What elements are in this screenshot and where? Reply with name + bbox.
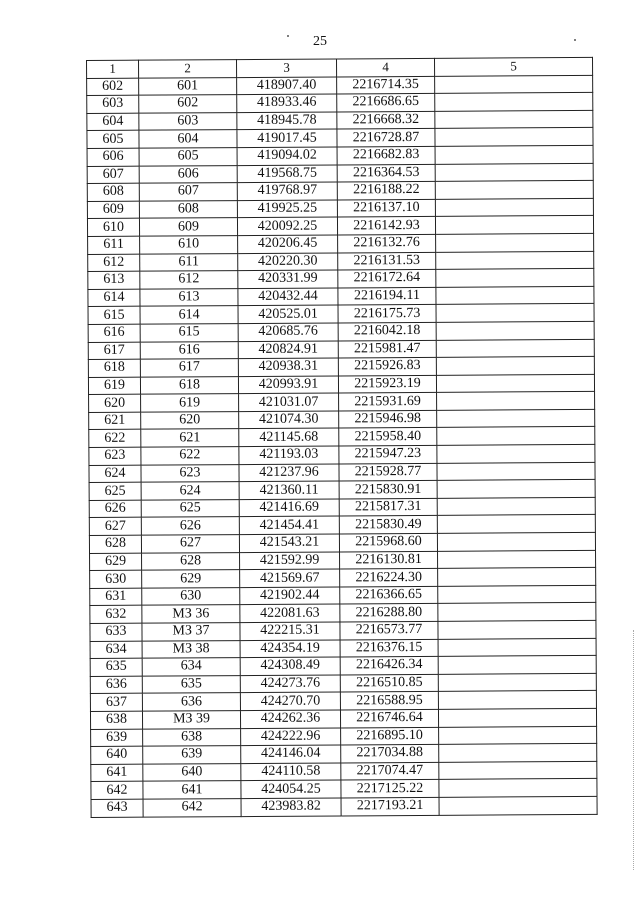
y-coordinate-cell: 2216224.30 (340, 569, 438, 587)
y-coordinate-cell: 2216130.81 (340, 551, 438, 569)
note-cell (436, 269, 594, 288)
note-cell (439, 726, 597, 745)
x-coordinate-cell: 420331.99 (238, 270, 338, 288)
previous-point-cell: 635 (142, 675, 240, 693)
x-coordinate-cell: 424054.25 (241, 780, 341, 798)
note-cell (436, 304, 594, 323)
point-number-cell: 635 (90, 658, 142, 676)
y-coordinate-cell: 2216573.77 (340, 621, 438, 639)
y-coordinate-cell: 2216714.35 (337, 76, 435, 94)
point-number-cell: 621 (89, 412, 141, 430)
previous-point-cell: 602 (139, 95, 237, 113)
x-coordinate-cell: 421902.44 (240, 587, 340, 605)
note-cell (438, 656, 596, 675)
note-cell (437, 392, 595, 411)
note-cell (436, 233, 594, 252)
table-row (91, 796, 597, 817)
y-coordinate-cell: 2217125.22 (341, 780, 439, 798)
point-number-cell: 618 (88, 359, 140, 377)
note-cell (437, 409, 595, 428)
y-coordinate-cell: 2216895.10 (341, 727, 439, 745)
previous-point-cell: 603 (139, 112, 237, 130)
y-coordinate-cell: 2215946.98 (339, 410, 437, 428)
y-coordinate-cell: 2216376.15 (340, 639, 438, 657)
point-number-cell: 607 (87, 166, 139, 184)
x-coordinate-cell: 421237.96 (239, 464, 339, 482)
x-coordinate-cell: 421074.30 (239, 411, 339, 429)
point-number-cell: 629 (90, 553, 142, 571)
y-coordinate-cell: 2216682.83 (337, 146, 435, 164)
previous-point-cell: 640 (143, 763, 241, 781)
column-header: 3 (237, 59, 337, 77)
previous-point-cell: 613 (140, 288, 238, 306)
y-coordinate-cell: 2216510.85 (340, 674, 438, 692)
point-number-cell: 616 (88, 324, 140, 342)
previous-point-cell: МЗ 37 (142, 623, 240, 641)
x-coordinate-cell: 418933.46 (237, 94, 337, 112)
previous-point-cell: 617 (140, 359, 238, 377)
x-coordinate-cell: 418945.78 (237, 112, 337, 130)
point-number-cell: 612 (88, 254, 140, 272)
previous-point-cell: МЗ 39 (142, 711, 240, 729)
note-cell (435, 181, 593, 200)
note-cell (437, 532, 595, 551)
x-coordinate-cell: 424308.49 (240, 657, 340, 675)
point-number-cell: 614 (88, 289, 140, 307)
point-number-cell: 643 (91, 799, 143, 817)
point-number-cell: 627 (89, 518, 141, 536)
note-cell (438, 603, 596, 622)
note-cell (436, 321, 594, 340)
point-number-cell: 641 (91, 764, 143, 782)
note-cell (436, 286, 594, 305)
point-number-cell: 605 (87, 131, 139, 149)
previous-point-cell: 628 (142, 552, 240, 570)
y-coordinate-cell: 2215968.60 (339, 533, 437, 551)
y-coordinate-cell: 2216364.53 (337, 164, 435, 182)
y-coordinate-cell: 2216728.87 (337, 129, 435, 147)
note-cell (436, 251, 594, 270)
previous-point-cell: 621 (141, 429, 239, 447)
x-coordinate-cell: 421145.68 (239, 428, 339, 446)
x-coordinate-cell: 422081.63 (240, 604, 340, 622)
point-number-cell: 611 (88, 236, 140, 254)
point-number-cell: 642 (91, 782, 143, 800)
coordinates-table (86, 57, 598, 818)
point-number-cell: 602 (87, 78, 139, 96)
previous-point-cell: 611 (140, 253, 238, 271)
point-number-cell: 619 (88, 377, 140, 395)
y-coordinate-cell: 2216042.18 (338, 322, 436, 340)
y-coordinate-cell: 2217034.88 (341, 745, 439, 763)
x-coordinate-cell: 419768.97 (237, 182, 337, 200)
y-coordinate-cell: 2216686.65 (337, 94, 435, 112)
previous-point-cell: 641 (143, 781, 241, 799)
previous-point-cell: 629 (142, 570, 240, 588)
point-number-cell: 603 (87, 95, 139, 113)
note-cell (435, 110, 593, 129)
point-number-cell: 623 (89, 447, 141, 465)
y-coordinate-cell: 2216131.53 (338, 252, 436, 270)
note-cell (439, 779, 597, 798)
previous-point-cell: 638 (143, 728, 241, 746)
y-coordinate-cell: 2215830.49 (339, 516, 437, 534)
x-coordinate-cell: 424270.70 (240, 692, 340, 710)
previous-point-cell: 636 (142, 693, 240, 711)
y-coordinate-cell: 2216142.93 (337, 217, 435, 235)
page-number: 25 (313, 34, 327, 49)
note-cell (438, 673, 596, 692)
note-cell (438, 585, 596, 604)
point-number-cell: 610 (87, 219, 139, 237)
x-coordinate-cell: 421193.03 (239, 446, 339, 464)
previous-point-cell: 618 (140, 376, 238, 394)
x-coordinate-cell: 419017.45 (237, 129, 337, 147)
x-coordinate-cell: 421031.07 (239, 393, 339, 411)
note-cell (438, 550, 596, 569)
point-number-cell: 624 (89, 465, 141, 483)
y-coordinate-cell: 2216175.73 (338, 305, 436, 323)
previous-point-cell: 610 (140, 236, 238, 254)
note-cell (437, 515, 595, 534)
x-coordinate-cell: 423983.82 (241, 798, 341, 816)
previous-point-cell: 620 (141, 411, 239, 429)
x-coordinate-cell: 419094.02 (237, 147, 337, 165)
note-cell (436, 356, 594, 375)
x-coordinate-cell: 424110.58 (241, 763, 341, 781)
note-cell (437, 497, 595, 516)
x-coordinate-cell: 420993.91 (238, 376, 338, 394)
previous-point-cell: 625 (141, 499, 239, 517)
scan-speck (287, 35, 289, 37)
x-coordinate-cell: 421416.69 (239, 499, 339, 517)
x-coordinate-cell: 420685.76 (238, 323, 338, 341)
note-cell (437, 427, 595, 446)
note-cell (435, 216, 593, 235)
x-coordinate-cell: 420938.31 (238, 358, 338, 376)
y-coordinate-cell: 2216188.22 (337, 182, 435, 200)
x-coordinate-cell: 420092.25 (237, 217, 337, 235)
table-body (87, 75, 598, 817)
previous-point-cell: 614 (140, 306, 238, 324)
previous-point-cell: 630 (142, 587, 240, 605)
note-cell (435, 75, 593, 94)
x-coordinate-cell: 424354.19 (240, 640, 340, 658)
point-number-cell: 636 (90, 676, 142, 694)
point-number-cell: 639 (91, 729, 143, 747)
previous-point-cell: 639 (143, 746, 241, 764)
previous-point-cell: 619 (141, 394, 239, 412)
note-cell (435, 128, 593, 147)
y-coordinate-cell: 2216746.64 (340, 709, 438, 727)
y-coordinate-cell: 2216132.76 (338, 234, 436, 252)
x-coordinate-cell: 420432.44 (238, 288, 338, 306)
note-cell (435, 198, 593, 217)
y-coordinate-cell: 2216588.95 (340, 692, 438, 710)
column-header: 2 (139, 60, 237, 78)
point-number-cell: 631 (90, 588, 142, 606)
note-cell (437, 444, 595, 463)
point-number-cell: 625 (89, 482, 141, 500)
previous-point-cell: 605 (139, 148, 237, 166)
x-coordinate-cell: 421592.99 (240, 552, 340, 570)
note-cell (435, 93, 593, 112)
point-number-cell: 609 (87, 201, 139, 219)
y-coordinate-cell: 2215830.91 (339, 481, 437, 499)
note-cell (438, 691, 596, 710)
previous-point-cell: 615 (140, 323, 238, 341)
point-number-cell: 628 (89, 535, 141, 553)
note-cell (438, 708, 596, 727)
previous-point-cell: 627 (141, 535, 239, 553)
y-coordinate-cell: 2216194.11 (338, 287, 436, 305)
previous-point-cell: 622 (141, 447, 239, 465)
y-coordinate-cell: 2215928.77 (339, 463, 437, 481)
y-coordinate-cell: 2217193.21 (341, 797, 439, 815)
previous-point-cell: 642 (143, 799, 241, 817)
y-coordinate-cell: 2216288.80 (340, 604, 438, 622)
previous-point-cell: 609 (139, 218, 237, 236)
point-number-cell: 615 (88, 306, 140, 324)
x-coordinate-cell: 421569.67 (240, 569, 340, 587)
previous-point-cell: 634 (142, 658, 240, 676)
x-coordinate-cell: 421543.21 (239, 534, 339, 552)
previous-point-cell: 608 (139, 200, 237, 218)
point-number-cell: 626 (89, 500, 141, 518)
note-cell (439, 761, 597, 780)
point-number-cell: 604 (87, 113, 139, 131)
note-cell (438, 620, 596, 639)
note-cell (439, 744, 597, 763)
point-number-cell: 632 (90, 606, 142, 624)
y-coordinate-cell: 2216137.10 (337, 199, 435, 217)
y-coordinate-cell: 2215947.23 (339, 445, 437, 463)
x-coordinate-cell: 424273.76 (240, 675, 340, 693)
x-coordinate-cell: 418907.40 (237, 77, 337, 95)
point-number-cell: 638 (90, 711, 142, 729)
previous-point-cell: 612 (140, 271, 238, 289)
note-cell (436, 339, 594, 358)
column-header: 5 (434, 57, 592, 76)
x-coordinate-cell: 421360.11 (239, 481, 339, 499)
y-coordinate-cell: 2215981.47 (338, 340, 436, 358)
x-coordinate-cell: 420525.01 (238, 305, 338, 323)
x-coordinate-cell: 419568.75 (237, 165, 337, 183)
x-coordinate-cell: 421454.41 (239, 516, 339, 534)
y-coordinate-cell: 2216426.34 (340, 657, 438, 675)
y-coordinate-cell: 2215926.83 (338, 357, 436, 375)
note-cell (438, 638, 596, 657)
y-coordinate-cell: 2215931.69 (339, 393, 437, 411)
x-coordinate-cell: 424222.96 (241, 728, 341, 746)
point-number-cell: 606 (87, 148, 139, 166)
margin-scan-mark (633, 630, 635, 870)
coordinates-table-wrapper (86, 57, 598, 818)
point-number-cell: 622 (89, 430, 141, 448)
y-coordinate-cell: 2215817.31 (339, 498, 437, 516)
point-number-cell: 608 (87, 183, 139, 201)
point-number-cell: 617 (88, 342, 140, 360)
previous-point-cell: 623 (141, 464, 239, 482)
note-cell (437, 480, 595, 499)
column-header: 1 (87, 60, 139, 78)
point-number-cell: 613 (88, 271, 140, 289)
x-coordinate-cell: 420220.30 (238, 252, 338, 270)
x-coordinate-cell: 420824.91 (238, 340, 338, 358)
point-number-cell: 640 (91, 746, 143, 764)
x-coordinate-cell: 424146.04 (241, 745, 341, 763)
x-coordinate-cell: 422215.31 (240, 622, 340, 640)
note-cell (438, 568, 596, 587)
previous-point-cell: 606 (139, 165, 237, 183)
previous-point-cell: МЗ 36 (142, 605, 240, 623)
note-cell (439, 796, 597, 815)
point-number-cell: 620 (89, 394, 141, 412)
x-coordinate-cell: 420206.45 (238, 235, 338, 253)
previous-point-cell: 601 (139, 77, 237, 95)
note-cell (435, 163, 593, 182)
point-number-cell: 637 (90, 694, 142, 712)
note-cell (436, 374, 594, 393)
previous-point-cell: 604 (139, 130, 237, 148)
column-header: 4 (336, 58, 434, 76)
previous-point-cell: 616 (140, 341, 238, 359)
previous-point-cell: 607 (139, 183, 237, 201)
point-number-cell: 634 (90, 641, 142, 659)
point-number-cell: 630 (90, 570, 142, 588)
y-coordinate-cell: 2216668.32 (337, 111, 435, 129)
previous-point-cell: МЗ 38 (142, 640, 240, 658)
y-coordinate-cell: 2216366.65 (340, 586, 438, 604)
previous-point-cell: 626 (141, 517, 239, 535)
point-number-cell: 633 (90, 623, 142, 641)
note-cell (437, 462, 595, 481)
y-coordinate-cell: 2215958.40 (339, 428, 437, 446)
x-coordinate-cell: 419925.25 (237, 200, 337, 218)
note-cell (435, 145, 593, 164)
x-coordinate-cell: 424262.36 (240, 710, 340, 728)
scan-speck (574, 39, 576, 41)
y-coordinate-cell: 2216172.64 (338, 269, 436, 287)
y-coordinate-cell: 2215923.19 (338, 375, 436, 393)
previous-point-cell: 624 (141, 482, 239, 500)
y-coordinate-cell: 2217074.47 (341, 762, 439, 780)
